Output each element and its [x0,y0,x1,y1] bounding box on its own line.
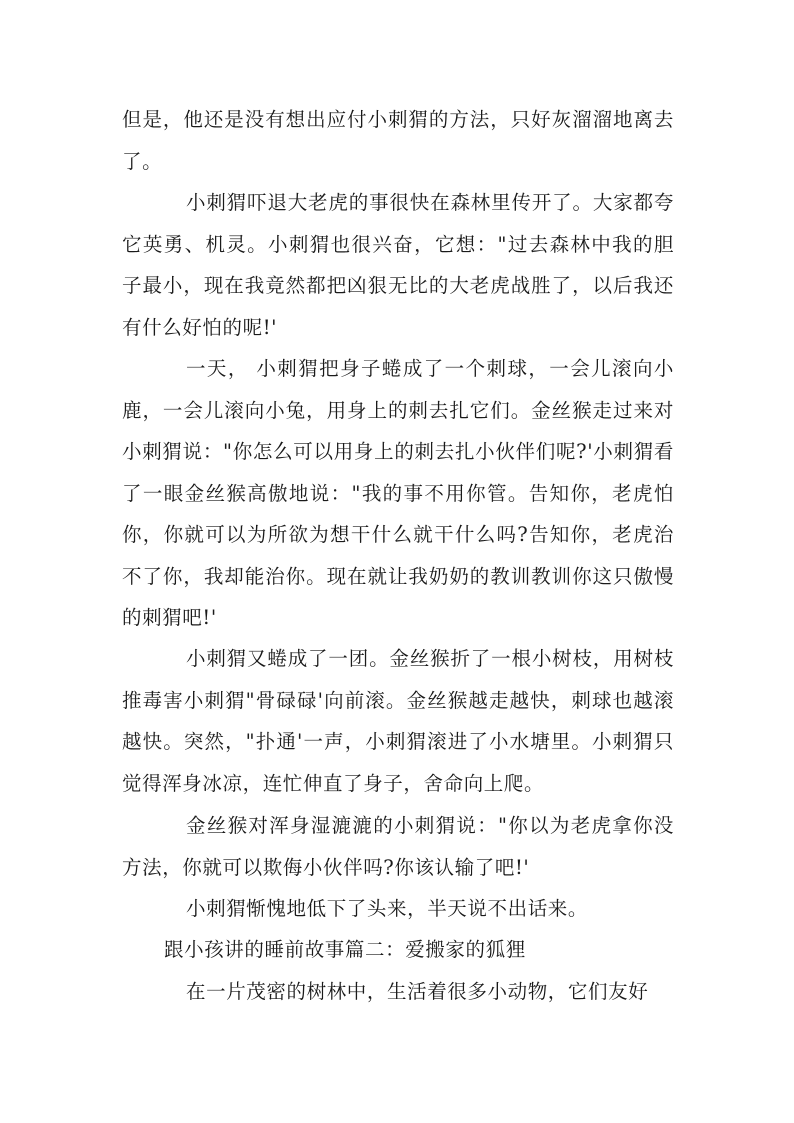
section-heading: 跟小孩讲的睡前故事篇二：爱搬家的狐狸 [164,938,526,961]
paragraph-4: 小刺猬又蜷成了一团。金丝猴折了一根小树枝，用树枝推毒害小刺猬"骨碌碌'向前滚。金丝猴越走越快，刺球也越滚越快。突然，"扑通'一声，小刺猬滚进了小水塘里。小刺猬只觉得浑身冰凉，连忙伸直了身子，舍命向上爬。 [122,647,674,795]
paragraph-5: 金丝猴对浑身湿漉漉的小刺猬说："你以为老虎拿你没方法，你就可以欺侮小伙伴吗?你该认输了吧!' [122,814,674,879]
paragraph-3: 一天， 小刺猬把身子蜷成了一个刺球，一会儿滚向小鹿，一会儿滚向小兔，用身上的刺去扎它们。金丝猴走过来对小刺猬说："你怎么可以用身上的刺去扎小伙伴们呢?'小刺猬看了一眼金丝猴高傲地说："我的事不用你管。告知你，老虎怕你，你就可以为所欲为想干什么就干什么吗?告知你，老虎治不了你，我却能治你。现在就让我奶奶的教训教训你这只傲慢的刺猬吧!' [122,357,674,629]
paragraph-2: 小刺猬吓退大老虎的事很快在森林里传开了。大家都夸它英勇、机灵。小刺猬也很兴奋，它想："过去森林中我的胆子最小，现在我竟然都把凶狠无比的大老虎战胜了，以后我还有什么好怕的呢!' [122,191,674,339]
paragraph-6: 小刺猬惭愧地低下了头来，半天说不出话来。 [186,897,589,920]
paragraph-1: 但是，他还是没有想出应付小刺猬的方法，只好灰溜溜地离去了。 [122,108,674,173]
paragraph-7: 在一片茂密的树林中，生活着很多小动物，它们友好 [186,980,649,1003]
